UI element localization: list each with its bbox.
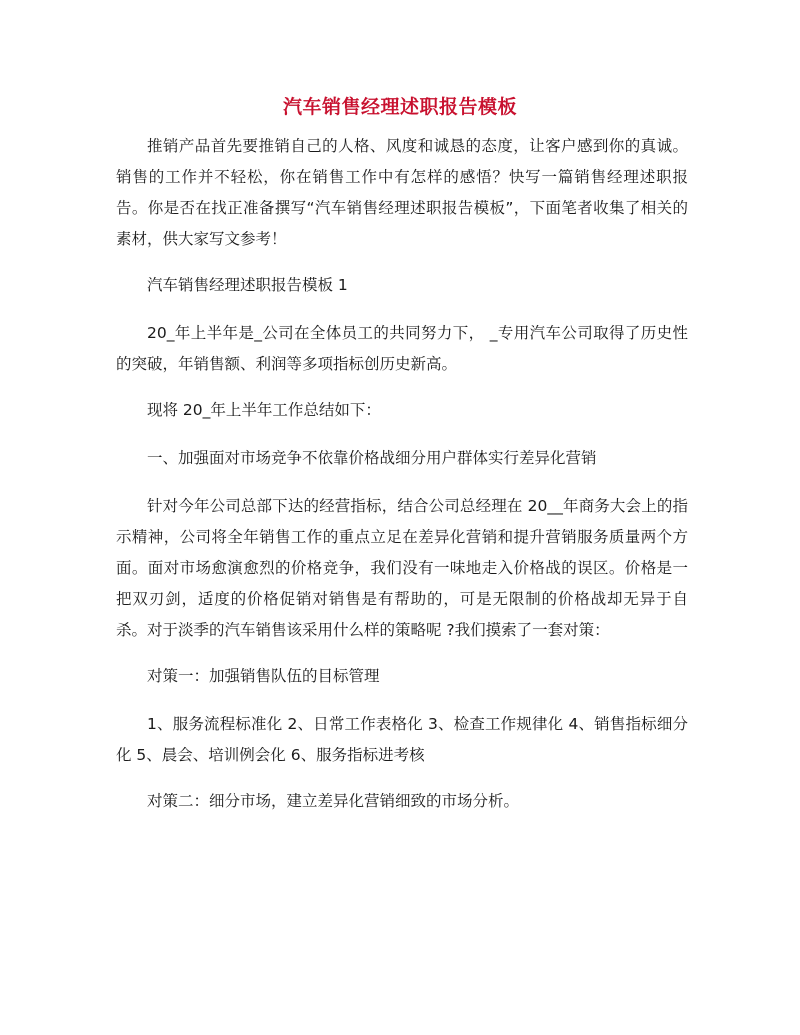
document-body — [116, 131, 688, 832]
strategy-one-list: 1、服务流程标准化 2、日常工作表格化 3、检查工作规律化 4、销售指标细分化 5、晨会、培训例会化 6、服务指标进考核 — [116, 715, 688, 764]
strategy-two-heading: 对策二：细分市场，建立差异化营销细致的市场分析。 — [147, 792, 520, 810]
section-heading: 汽车销售经理述职报告模板 1 — [147, 276, 348, 294]
strategy-one-heading: 对策一：加强销售队伍的目标管理 — [147, 667, 380, 685]
subsection-heading: 一、加强面对市场竞争不依靠价格战细分用户群体实行差异化营销 — [147, 449, 597, 467]
document-title: 汽车销售经理述职报告模板 — [282, 96, 517, 118]
intro-paragraph: 推销产品首先要推销自己的人格、风度和诚恳的态度，让客户感到你的真诚。销售的工作并不轻松，你在销售工作中有怎样的感悟？快写一篇销售经理述职报告。你是否在找正准备撰写“汽车销售经理述职报告模板”，下面笔者收集了相关的素材，供大家写文参考！ — [116, 137, 688, 248]
strategy-paragraph: 针对今年公司总部下达的经营指标，结合公司总经理在 20__年商务大会上的指示精神，公司将全年销售工作的重点立足在差异化营销和提升营销服务质量两个方面。面对市场愈演愈烈的价格竞争，我们没有一味地走入价格战的误区。价格是一把双刃剑，适度的价格促销对销售是有帮助的，可是无限制的价格战却无异于自杀。对于淡季的汽车销售该采用什么样的策略呢 ?我们摸索了一套对策： — [116, 497, 688, 639]
summary-lead-paragraph: 现将 20_年上半年工作总结如下： — [147, 401, 381, 419]
overview-paragraph: 20_年上半年是_公司在全体员工的共同努力下， _专用汽车公司取得了历史性的突破，年销售额、利润等多项指标创历史新高。 — [116, 324, 688, 373]
